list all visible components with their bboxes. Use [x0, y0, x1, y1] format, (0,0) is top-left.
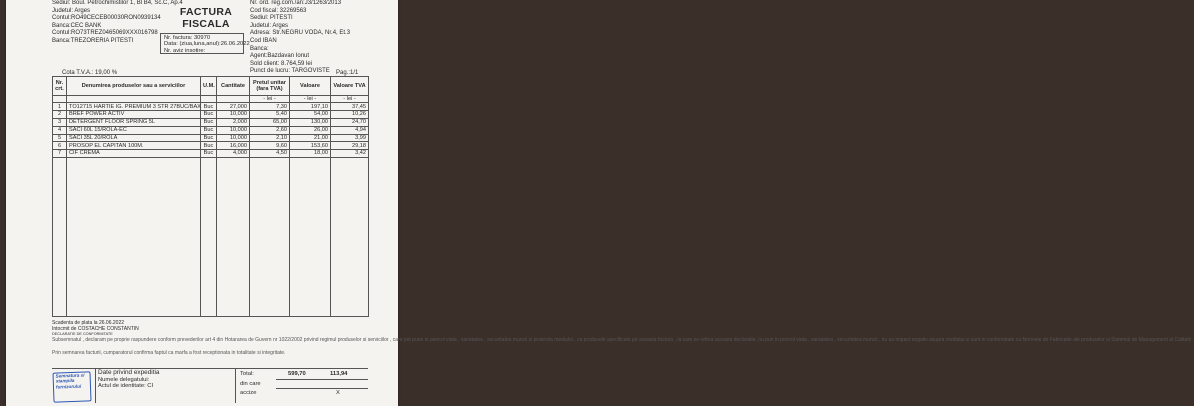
delegate-name: Numele delegatului:: [98, 376, 150, 383]
issued-by: Intocmit de COSTACHE CONSTANTIN: [52, 325, 139, 332]
row-unit-price: 5,40: [250, 111, 290, 119]
excise-divider: [276, 388, 368, 389]
row-product-name: CIF CREMA: [67, 150, 201, 158]
dispatch-title: Date privind expeditia: [98, 369, 160, 376]
supplier-signature-cell: [52, 369, 96, 403]
row-um: Buc: [201, 142, 217, 150]
invoice-sheet: [6, 0, 1194, 406]
row-nr: 2: [53, 111, 67, 119]
row-product-name: SACI 60L 15/ROLA-EC: [67, 126, 201, 134]
row-unit-price: 2,10: [250, 134, 290, 142]
row-value: 18,00: [290, 150, 331, 158]
buyer-address: Adresa: Str.NEGRU VODA, Nr.4, Et.3: [250, 30, 351, 37]
row-qty: 4,000: [217, 150, 250, 158]
table-row: [53, 126, 369, 134]
table-row: [53, 111, 369, 119]
excise-label: accize: [240, 390, 257, 396]
seller-county: Judetul: Arges: [52, 7, 91, 14]
col-value: Valoare: [290, 77, 331, 96]
buyer-work-point: Punct de lucru: TARGOVISTE: [250, 68, 330, 75]
buyer-tax-code: Cod fiscal: 32269563: [250, 7, 307, 14]
row-qty: 10,000: [217, 111, 250, 119]
row-value: 21,00: [290, 134, 331, 142]
supplier-signature-label: Semnatura si stampila furnizorului: [55, 372, 85, 390]
of-which-label: din care: [240, 381, 261, 387]
buyer-info: [250, 0, 350, 76]
declaration-title: DECLARATIE DE CONFORMITATE: [52, 332, 113, 337]
row-um: Buc: [201, 119, 217, 127]
row-nr: 6: [53, 142, 67, 150]
invoice-footer-strip: [52, 368, 368, 403]
col-nr: Nr. crt.: [53, 77, 67, 96]
buyer-reg-number: Nr. ord. reg.com./an:J3/1263/2013: [250, 0, 342, 6]
unit-lei-price: - lei -: [250, 96, 290, 103]
invoice-meta-box: [160, 33, 250, 54]
row-unit-price: 7,30: [250, 103, 290, 111]
buyer-county: Judetul: Arges: [250, 22, 289, 29]
row-um: Buc: [201, 150, 217, 158]
invoice-date: Data: (ziua,luna,anul):26.06.2022: [164, 41, 250, 48]
items-table: [52, 76, 369, 317]
row-nr: 5: [53, 134, 67, 142]
row-vat: 10,26: [331, 111, 369, 119]
row-product-name: PROSOP EL CAPITAN 100M.: [67, 142, 201, 150]
table-row: [53, 134, 369, 142]
row-um: Buc: [201, 134, 217, 142]
declaration-text: Subsemnatul , declaram pe proprie raspundere conform prevederilor art 4 din Hotararea de Guvern nr 1022/2002 privind regimul produselor si serviciilor , care pot pune in pericol viata , sanatatea , securitatea muncii si protectia mediului , ca produsele specificate pe aceasta factura , la care se refera aceasta declaratie, nu pun in pericol viata , sanatatea , securitatea muncii , nu au impact negativ asupra mediului si sunt in conformitate cu Normele de Fabricatie ale produselor si Sistemul de Management al Calitatii .: [52, 336, 1194, 343]
invoice-title-line-2: FISCALA: [182, 18, 230, 30]
total-vat: 113,94: [330, 371, 348, 377]
row-qty: 16,000: [217, 142, 250, 150]
buyer-headquarters: Sediul: PITESTI: [250, 15, 293, 22]
row-product-name: SACI 35L 20/ROLA: [67, 134, 201, 142]
row-product-name: BREF POWER ACTIV: [67, 111, 201, 119]
row-vat: 24,70: [331, 119, 369, 127]
shipping-notice: Nr. aviz insotire:: [164, 47, 206, 54]
vat-rate: Cota T.V.A.: 19,00 %: [62, 70, 118, 76]
row-unit-price: 9,60: [250, 142, 290, 150]
row-unit-price: 2,60: [250, 126, 290, 134]
buyer-iban: Cod IBAN: [250, 37, 277, 44]
row-value: 130,00: [290, 119, 331, 127]
table-row: [53, 142, 369, 150]
row-product-name: TO12715 HARTIE IG. PREMIUM 3 STR 27BUC/BAX: [67, 103, 201, 111]
row-value: 153,60: [290, 142, 331, 150]
unit-lei-vat: - lei -: [331, 96, 369, 103]
total-value: 599,70: [288, 371, 306, 377]
row-nr: 1: [53, 103, 67, 111]
table-row: [53, 150, 369, 158]
row-vat: 3,42: [331, 150, 369, 158]
row-nr: 4: [53, 126, 67, 134]
col-qty: Cantitate: [217, 77, 250, 96]
row-qty: 2,000: [217, 119, 250, 127]
row-qty: 10,000: [217, 126, 250, 134]
table-filler-row: [53, 157, 369, 316]
row-vat: 4,94: [331, 126, 369, 134]
table-row: [53, 119, 369, 127]
dispatch-info-cell: [96, 369, 236, 403]
excise-mark: X: [336, 390, 340, 396]
seller-headquarters: Sediul: Boul. Petrochimistilor 1, Bl B4, Sc.C, Ap.4: [52, 0, 183, 6]
row-value: 54,00: [290, 111, 331, 119]
row-vat: 29,18: [331, 142, 369, 150]
buyer-agent: Agent:Bazdavan Ionut: [250, 53, 310, 60]
col-vat-value: Valoare TVA: [331, 77, 369, 96]
unit-lei-value: - lei -: [290, 96, 331, 103]
col-um: U.M.: [201, 77, 217, 96]
row-unit-price: 65,00: [250, 119, 290, 127]
row-qty: 27,000: [217, 103, 250, 111]
col-name: Denumirea produselor sau a serviciilor: [67, 77, 201, 96]
row-product-name: DETERGENT FLOOR SPRING 5L: [67, 119, 201, 127]
invoice-number: Nr. factura: 30970: [164, 35, 211, 41]
buyer-balance: Sold client: 8.764,59 lei: [250, 60, 313, 67]
row-nr: 7: [53, 150, 67, 158]
totals-block: [236, 369, 368, 403]
invoice-title-line-1: FACTURA: [179, 6, 233, 18]
invoice-title: [166, 6, 246, 30]
page-indicator: Pag.:1/1: [336, 70, 359, 76]
due-date: Scadenta de plata la 26.06.2022: [52, 320, 125, 326]
row-qty: 10,000: [217, 134, 250, 142]
row-unit-price: 4,50: [250, 150, 290, 158]
row-value: 26,00: [290, 126, 331, 134]
row-vat: 37,45: [331, 103, 369, 111]
col-unit-price: Pretul unitar (fara TVA): [250, 77, 290, 96]
row-um: Buc: [201, 126, 217, 134]
seller-account-2: Contul:RO73TREZ0465069XXX016798: [52, 30, 158, 37]
row-nr: 3: [53, 119, 67, 127]
buyer-bank: Banca:: [250, 45, 269, 52]
table-row: [53, 103, 369, 111]
footer-notes: [52, 320, 1194, 357]
total-label: Total:: [240, 371, 254, 377]
row-um: Buc: [201, 111, 217, 119]
supplier-stamp: [52, 371, 91, 402]
row-um: Buc: [201, 103, 217, 111]
receipt-confirmation: Prin semnarea facturii, cumparatorul confirma faptul ca marfa a fost receptionata in totalitate si integritate.: [52, 350, 286, 357]
seller-bank-1: Banca:CEC BANK: [52, 22, 102, 29]
id-document: Actul de identitate: CI: [98, 383, 154, 390]
seller-account-1: Contul:RO49CECEB00030RON0939134: [52, 15, 161, 22]
totals-divider: [276, 379, 368, 380]
seller-bank-2: Banca:TREZORERIA PITESTI: [52, 37, 134, 44]
row-value: 197,10: [290, 103, 331, 111]
row-vat: 3,99: [331, 134, 369, 142]
